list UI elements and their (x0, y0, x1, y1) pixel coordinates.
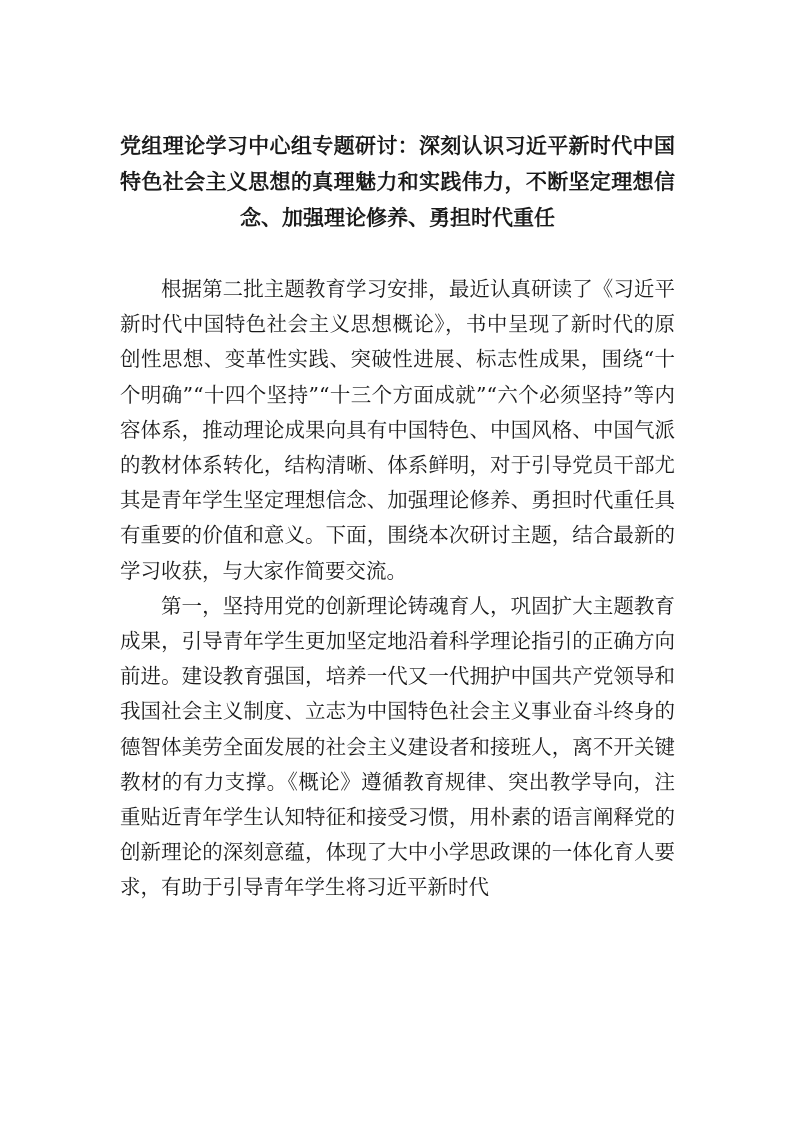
paragraph-first-point: 第一，坚持用党的创新理论铸魂育人，巩固扩大主题教育成果，引导青年学生更加坚定地沿着科学理论指引的正确方向前进。建设教育强国，培养一代又一代拥护中国共产党领导和我国社会主义制度、立志为中国特色社会主义事业奋斗终身的德智体美劳全面发展的社会主义建设者和接班人，离不开关键教材的有力支撑。《概论》遵循教育规律、突出教学导向，注重贴近青年学生认知特征和接受习惯，用朴素的语言阐释党的创新理论的深刻意蕴，体现了大中小学思政课的一体化育人要求，有助于引导青年学生将习近平新时代 (120, 593, 675, 900)
document-title: 党组理论学习中心组专题研讨：深刻认识习近平新时代中国特色社会主义思想的真理魅力和实践伟力，不断坚定理想信念、加强理论修养、勇担时代重任 (120, 134, 675, 230)
document-body (120, 272, 675, 906)
paragraph-intro: 根据第二批主题教育学习安排，最近认真研读了《习近平新时代中国特色社会主义思想概论》，书中呈现了新时代的原创性思想、变革性实践、突破性进展、标志性成果，围绕“十个明确”“十四个坚持”“十三个方面成就”“六个必须坚持”等内容体系，推动理论成果向具有中国特色、中国风格、中国气派的教材体系转化，结构清晰、体系鲜明，对于引导党员干部尤其是青年学生坚定理想信念、加强理论修养、勇担时代重任具有重要的价值和意义。下面，围绕本次研讨主题，结合最新的学习收获，与大家作简要交流。 (120, 277, 675, 583)
